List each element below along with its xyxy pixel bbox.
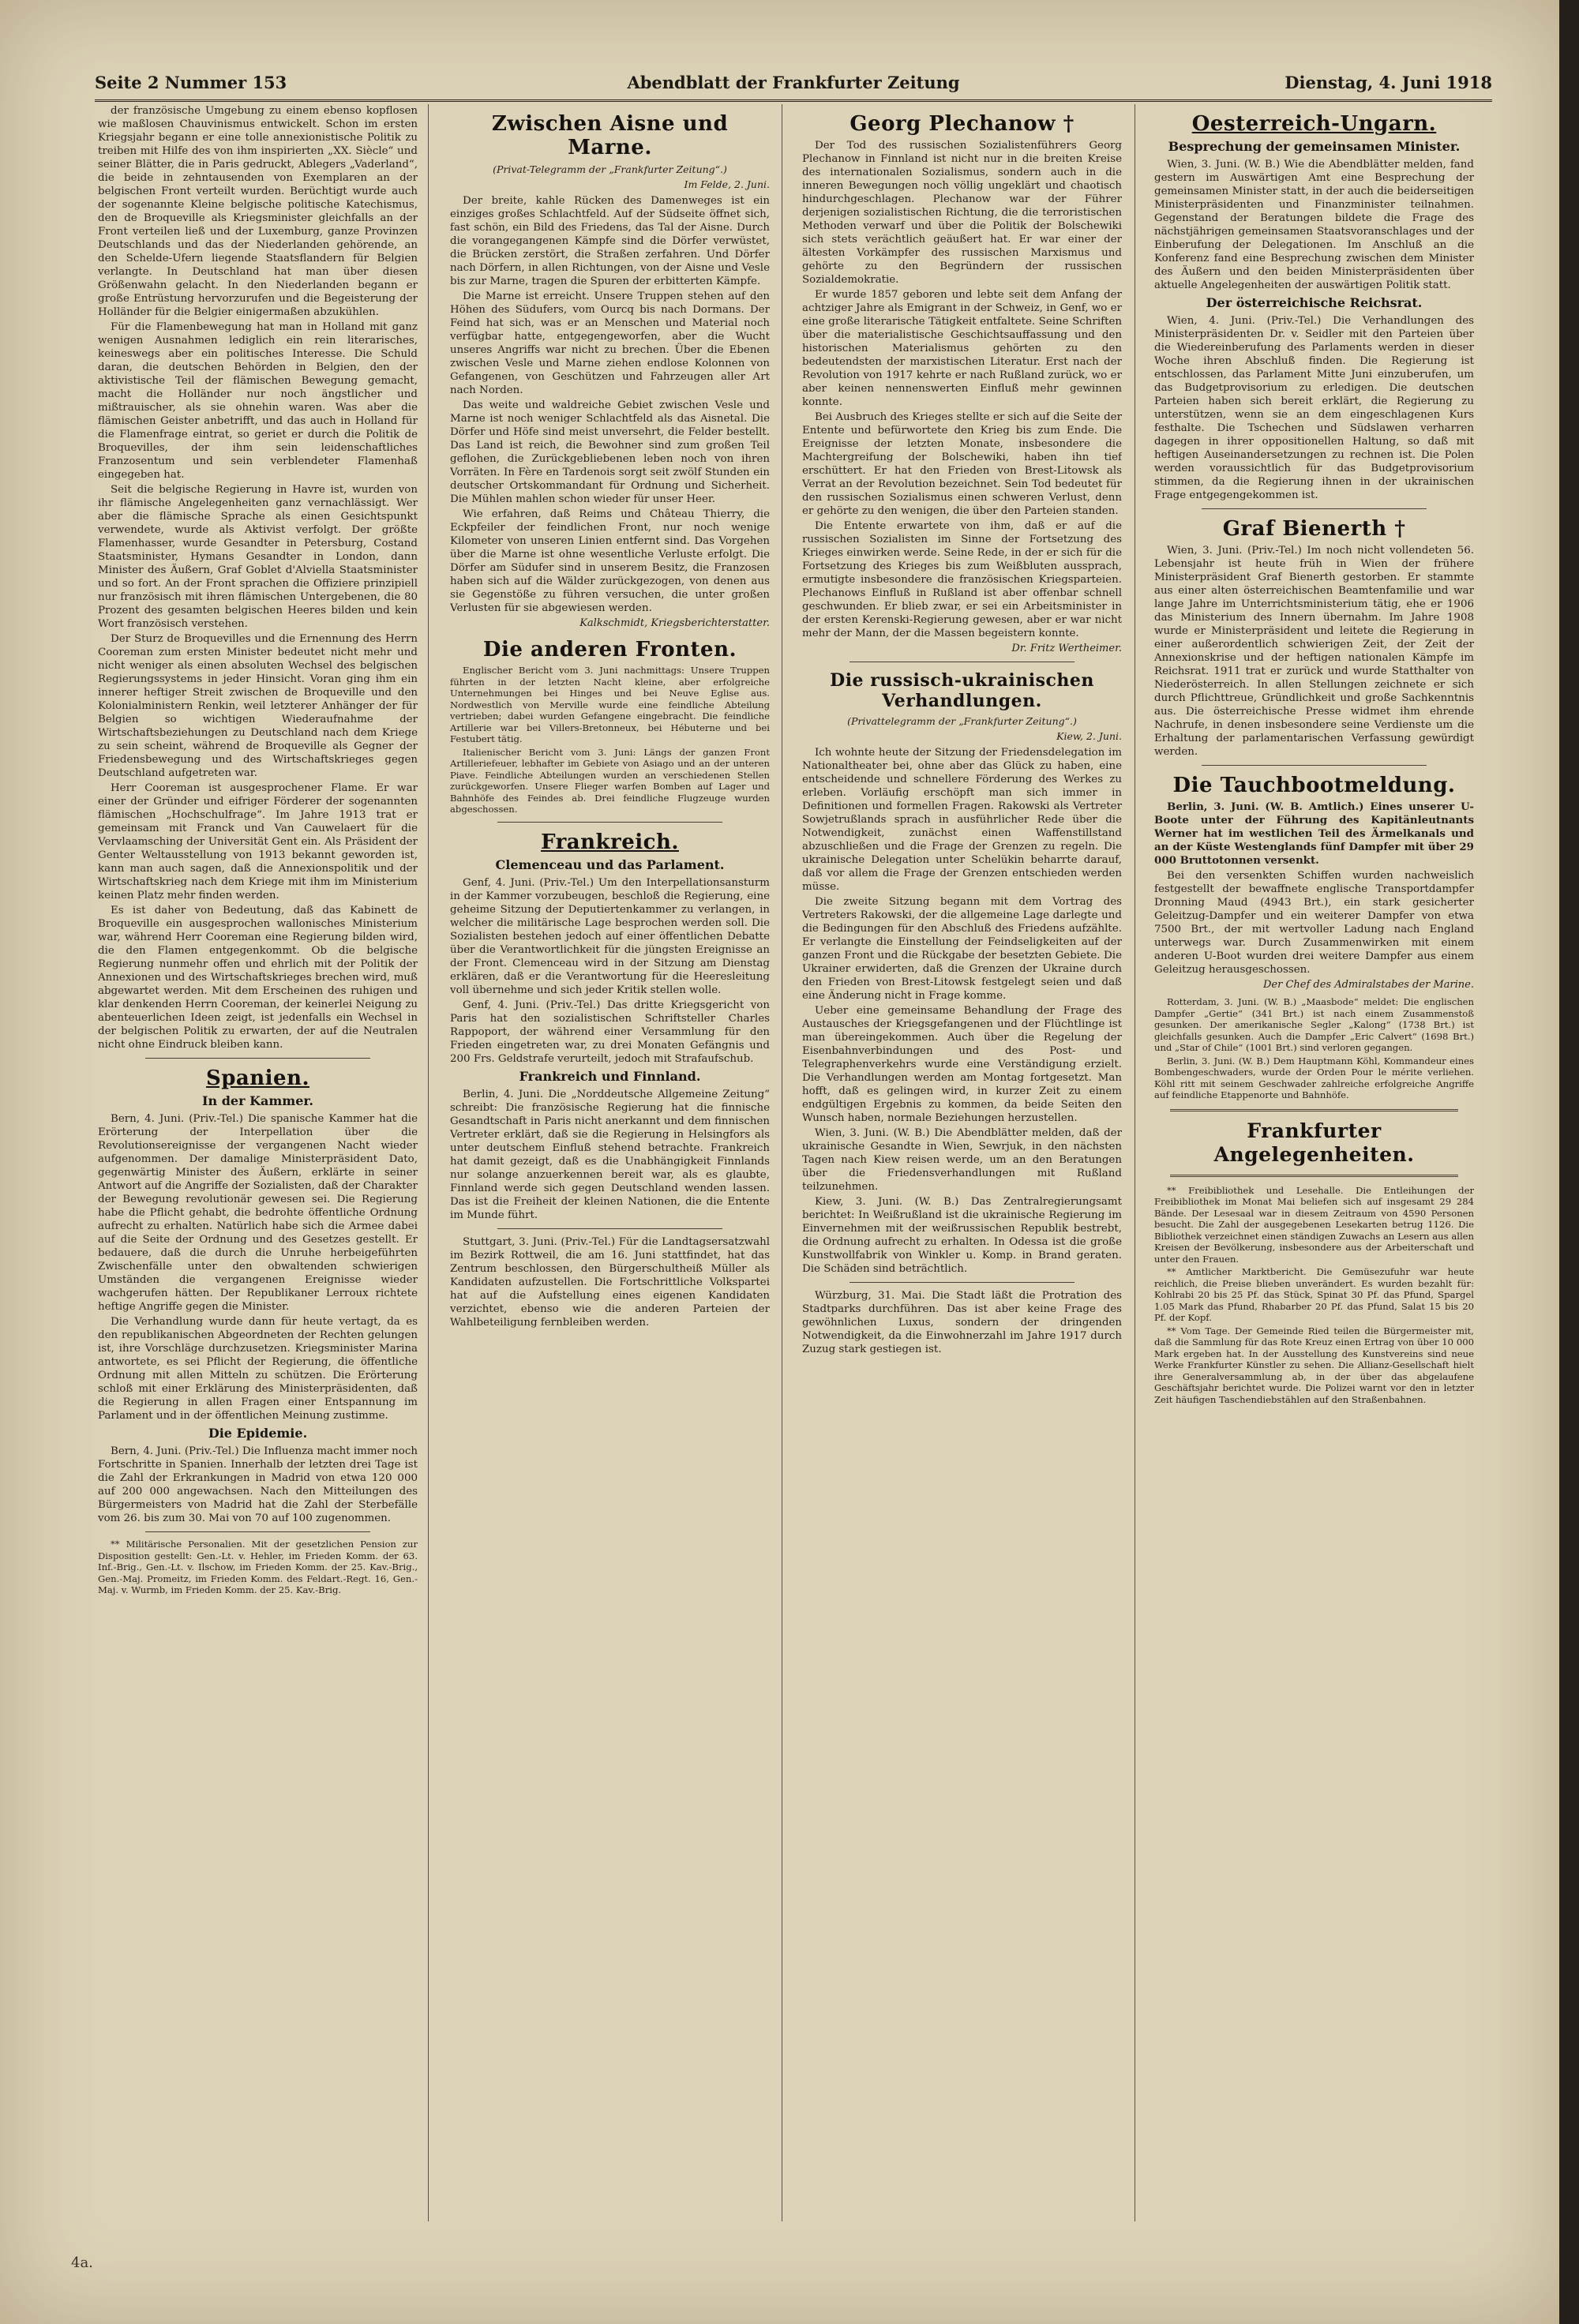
article-text: ** Militärische Personalien. Mit der gesetzlichen Pension zur Disposition gestellt: Gen.-Lt. v. Hehler, im Frieden Komm. der 63. Inf.-Brig., Gen.-Lt. v. Ilschow, im Frieden Komm. der 25. Kav.-Brig., Gen.-Maj. Promeitz, im Frieden Komm. des Feldart.-Regt. 16, Gen.-Maj. v. Wurmb, im Frieden Komm. der 25. Kav.-Brig.	[98, 1539, 418, 1595]
article-text: Berlin, 4. Juni. Die „Norddeutsche Allgemeine Zeitung“ schreibt: Die französische Regierung hat die finnische Gesandtschaft in Paris nicht anerkannt und dem finnischen Vertreter erklärt, daß sie die Regierung in Helsingfors als unter deutschem Einfluß stehend betrachte. Frankreich hat damit gezeigt, daß es die Unabhängigkeit Finnlands nur solange anzuerkennen bereit war, als es glaubte, Finnland werde sich gegen Deutschland wenden lassen. Das ist die Freiheit der kleinen Nationen, die die Entente im Munde führt.	[450, 1088, 770, 1221]
column-2	[450, 104, 770, 2229]
scan-edge	[1559, 0, 1579, 2324]
article-text: Würzburg, 31. Mai. Die Stadt läßt die Protration des Stadtparks durchführen. Das ist aber keine Frage des gewöhnlichen Luxus, sondern der dringenden Notwendigkeit, da die Einwohnerzahl im Jahre 1917 durch Zuzug stark gestiegen ist.	[802, 1290, 1122, 1355]
article-text: Genf, 4. Juni. (Priv.-Tel.) Um den Interpellationsansturm in der Kammer vorzubeugen, beschloß die Regierung, eine geheime Sitzung der Deputiertenkammer zu verlangen, in welcher die militärische Lage besprochen werden soll. Die Sozialisten bestehen jedoch auf einer öffentlichen Debatte über die Verantwortlichkeit für die jüngsten Ereignisse an der Front. Clemenceau wird in der Sitzung am Dienstag erklären, daß er die Verantwortung für die Heeresleitung voll übernehme und sich jeder Kritik stellen wolle.	[450, 876, 770, 996]
article-text: Berlin, 3. Juni. (W. B. Amtlich.) Eines unserer U-Boote unter der Führung des Kapitänleutnants Werner hat im westlichen Teil des Ärmelkanals und an der Küste Westenglands fünf Dampfer mit über 29 000 Bruttotonnen versenkt.	[1154, 800, 1474, 867]
author-signature: Dr. Fritz Wertheimer.	[1011, 643, 1122, 654]
article-divider	[1202, 765, 1427, 766]
article-text: ** Freibibliothek und Lesehalle. Die Entleihungen der Freibibliothek im Monat Mai beliefen sich auf insgesamt 29 284 Bände. Der Lesesaal war in diesem Zeitraum von 4590 Personen besucht. Die Zahl der ausgegebenen Lesekarten betrug 1126. Die Bibliothek verzeichnet einen ständigen Zuwachs an Lesern aus allen Kreisen der Bevölkerung, insbesondere aus der Arbeiterschaft und unter den Frauen.	[1154, 1184, 1474, 1265]
headline-frankfurter-angelegenheiten: Frankfurter Angelegenheiten.	[1213, 1119, 1415, 1166]
article-text: Die Verhandlung wurde dann für heute vertagt, da es den republikanischen Abgeordneten der Rechten gelungen ist, ihre Vorschläge durchzusetzen. Kriegsminister Marina antwortete, es sei Pflicht der Regierung, die öffentliche Ordnung mit allen Mitteln zu schützen. Die Erörterung schloß mit einer Erklärung des Ministerpräsidenten, daß die Regierung in allen Fragen einer Entspannung im Parlament und in der öffentlichen Meinung zustimme.	[98, 1316, 418, 1422]
headline-fronten: Die anderen Fronten.	[482, 638, 737, 662]
newspaper-title: Abendblatt der Frankfurter Zeitung	[627, 73, 960, 92]
article-text: Der Tod des russischen Sozialistenführers Georg Plechanow in Finnland ist nicht nur in die breiten Kreise des internationalen Sozialismus, sondern auch in die inneren Bewegungen noch völlig ungeklärt und chaotisch hindurchgeschlagen. Plechanow war der Führer derjenigen sozialistischen Richtung, die die terroristischen Methoden verwarf und über die Politik der Bolschewiki sich stets verächtlich geäußert hat. Er war einer der ältesten Vorkämpfer des russischen Marxismus und gehörte zu den Begründern der russischen Sozialdemokratie.	[802, 140, 1122, 286]
article-text: Bern, 4. Juni. (Priv.-Tel.) Die spanische Kammer hat die Erörterung der Interpellation über die Revolutionsereignisse der vergangenen Nacht wieder aufgenommen. Der damalige Ministerpräsident Dato, gegenwärtig Minister des Äußern, erklärte in seiner Antwort auf die Angriffe der Sozialisten, daß der Charakter der Bewegung revolutionär gewesen sei. Die Regierung habe die Pflicht gehabt, die bedrohte öffentliche Ordnung aufrecht zu erhalten. Natürlich habe sich die Armee dabei auf die Seite der Ordnung und des Gesetzes gestellt. Er bedauere, daß die durch die Unruhe herbeigeführten Zwischenfälle unter den obwaltenden schwierigen Umständen die vergangenen Ereignisse wieder wachgerufen hätten. Der Republikaner Lerroux richtete heftige Angriffe gegen die Minister.	[98, 1113, 418, 1313]
article-divider	[850, 1282, 1075, 1283]
article-text: Das weite und waldreiche Gebiet zwischen Vesle und Marne ist noch weniger Schlachtfeld als das Aisnetal. Die Dörfer und Höfe sind meist unversehrt, die Felder bestellt. Das Land ist reich, die Bewohner sind zum großen Teil geflohen, die Zurückgebliebenen leben noch von ihren Vorräten. In Fère en Tardenois sorgt seit zwölf Stunden ein deutscher Ortskommandant für Ordnung und Sicherheit. Die Mühlen mahlen schon wieder für unser Heer.	[450, 399, 770, 505]
article-text: Der Sturz de Broquevilles und die Ernennung des Herrn Cooreman zum ersten Minister bedeutet nicht mehr und nicht weniger als einen absoluten Wechsel des belgischen Regierungssystems in jeder Hinsicht. Voran ging ihm ein innerer heftiger Streit zwischen de Broqueville und den Kolonialministern Renkin, weil letzterer Anhänger der für Belgien so wichtigen Wiederaufnahme der Wirtschaftsbeziehungen zu Deutschland nach dem Kriege zu sein scheint, während de Broqueville als Gegner der Friedensbewegung und des Wirtschaftskrieges gegen Deutschland aufgetreten war.	[98, 633, 418, 779]
headline-bienerth: Graf Bienerth †	[1222, 517, 1406, 541]
article-text: Herr Cooreman ist ausgesprochener Flame. Er war einer der Gründer und eifriger Förderer der sogenannten flämischen „Hochschulfrage“. Im Jahre 1913 trat er gemeinsam mit Franck und Van Cauwelaert für die Vervlaamsching der Universität Gent ein. Als Präsident der Genter Weltausstellung von 1913 bekannt geworden ist, kann man auch sagen, daß die Annexionspolitik und der Wirtschaftskrieg nach dem Kriege mit ihm im Ministerium keinen Platz mehr finden werden.	[98, 782, 418, 901]
section-divider	[1170, 1175, 1458, 1177]
article-text: der französische Umgebung zu einem ebenso kopflosen wie maßlosen Chauvinismus entwickelt. Schon im ersten Kriegsjahr begann er eine tolle annexionistische Politik zu treiben mit Hilfe des von ihm inspirierten „XX. Siècle“ und seiner Blätter, die in Paris gedruckt, Ablegers „Vaderland“, die beide in zehntausenden von Exemplaren an der belgischen Front verteilt wurden. Berüchtigt wurde auch der sogenannte Kleine belgische politische Katechismus, den de Broqueville als Kriegsminister gleichfalls an der Front verteilen ließ und der Luxemburg, ganze Provinzen Deutschlands und das der Niederlanden gehörende, an den Schelde-Ufern liegende Staatsflandern für Belgien verlangte. In Deutschland hat man über diesen Größenwahn gelacht. In den Niederlanden begann er große Entrüstung hervorzurufen und die Begeisterung der Holländer für die Belgier einigermaßen abzukühlen.	[98, 105, 418, 318]
byline: (Privat-Telegramm der „Frankfurter Zeitung“.)	[493, 163, 727, 175]
headline-plechanow: Georg Plechanow †	[850, 112, 1075, 136]
subheading: Frankreich und Finnland.	[519, 1068, 701, 1084]
column-3	[802, 104, 1122, 2229]
dateline: Kiew, 2. Juni.	[1056, 730, 1122, 742]
article-text: Berlin, 3. Juni. (W. B.) Dem Hauptmann Köhl, Kommandeur eines Bombengeschwaders, wurde der Orden Pour le mérite verliehen. Köhl ritt mit seinem Geschwader zahlreiche erfolgreiche Angriffe auf feindliche Etappenorte und Bahnhöfe.	[1154, 1055, 1474, 1100]
article-text: Rotterdam, 3. Juni. (W. B.) „Maasbode“ meldet: Die englischen Dampfer „Gertie“ (341 Brt.) ist nach einem Zusammenstoß gesunken. Der amerikanische Segler „Kalong“ (1738 Brt.) ist gleichfalls gesunken. Auch die Dampfer „Eric Calvert“ (1698 Brt.) und „Star of Chile“ (1001 Brt.) sind verloren gegangen.	[1154, 996, 1474, 1053]
article-text: Bern, 4. Juni. (Priv.-Tel.) Die Influenza macht immer noch Fortschritte in Spanien. Innerhalb der letzten drei Tage ist die Zahl der Erkrankungen in Madrid von etwa 120 000 auf 200 000 angewachsen. Nach den Mitteilungen des Bürgermeisters von Madrid hat die Zahl der Sterbefälle vom 26. bis zum 30. Mai von 70 auf 100 zugenommen.	[98, 1445, 418, 1524]
article-text: Stuttgart, 3. Juni. (Priv.-Tel.) Für die Landtagsersatzwahl im Bezirk Rottweil, die am 16. Juni stattfindet, hat das Zentrum beschlossen, den Bürgerschultheiß Müller als Kandidaten aufzustellen. Die Fortschrittliche Volkspartei hat auf die Aufstellung eines eigenen Kandidaten verzichtet, ebenso wie die anderen Parteien der Wahlbeteiligung fernbleiben werden.	[450, 1235, 770, 1329]
article-divider	[1202, 508, 1427, 509]
author-signature: Der Chef des Admiralstabes der Marine.	[1262, 979, 1474, 991]
article-text: Genf, 4. Juni. (Priv.-Tel.) Das dritte Kriegsgericht von Paris hat den sozialistischen Schriftsteller Charles Rappoport, der während einer Versammlung für den Frieden eingetreten war, zu drei Monaten Gefängnis und 200 Frs. Geldstrafe verurteilt, jedoch mit Strafaufschub.	[450, 999, 770, 1065]
article-text: Kiew, 3. Juni. (W. B.) Das Zentralregierungsamt berichtet: In Weißrußland ist die ukrainische Regierung im Einvernehmen mit der weißrussischen Republik bestrebt, die Ordnung aufrecht zu erhalten. In Odessa ist die große Kunstwollfabrik von Winkler u. Komp. in Brand geraten. Die Schäden sind beträchtlich.	[802, 1196, 1122, 1275]
subheading: In der Kammer.	[202, 1093, 313, 1108]
article-text: Wien, 3. Juni. (W. B.) Die Abendblätter melden, daß der ukrainische Gesandte in Wien, Sewrjuk, in den nächsten Tagen nach Kiew reisen werde, um an den Beratungen über die Friedensverhandlungen mit Rußland teilzunehmen.	[802, 1127, 1122, 1193]
subheading: Die Epidemie.	[208, 1426, 308, 1441]
headline-ukraine: Die russisch-ukrainischen Verhandlungen.	[830, 670, 1094, 711]
section-divider	[1170, 1109, 1458, 1111]
article-text: Wien, 4. Juni. (Priv.-Tel.) Die Verhandlungen des Ministerpräsidenten Dr. v. Seidler mit den Parteien über die Wiedereinberufung des Parlaments werden in dieser Woche ihren Abschluß finden. Die Regierung ist entschlossen, das Parlament Mitte Juni einzuberufen, um das Budgetprovisorium zu erledigen. Die deutschen Parteien haben sich bereit erklärt, die Regierung zu unterstützen, wenn sie an dem eingeschlagenen Kurs festhalte. Die Tschechen und Südslawen verharren dagegen in ihrer oppositionellen Haltung, so daß mit heftigen Auseinandersetzungen zu rechnen ist. Die Polen werden voraussichtlich für das Budgetprovisorium stimmen, da die Regierung ihnen in der ukrainischen Frage entgegengekommen ist.	[1154, 315, 1474, 501]
column-1	[98, 104, 418, 2229]
byline: (Privattelegramm der „Frankfurter Zeitung“.)	[847, 715, 1077, 727]
article-text: ** Vom Tage. Der Gemeinde Ried teilen die Bürgermeister mit, daß die Sammlung für das Rote Kreuz einen Ertrag von über 10 000 Mark ergeben hat. In der Ausstellung des Kunstvereins sind neue Werke Frankfurter Künstler zu sehen. Die Allianz-Gesellschaft hielt ihre Generalversammlung ab, in der über das abgelaufene Geschäftsjahr berichtet wurde. Die Polizei warnt vor den in letzter Zeit häufigen Taschendiebstählen auf den Straßenbahnen.	[1154, 1325, 1474, 1405]
headline-frankreich: Frankreich.	[541, 830, 679, 854]
headline-oesterreich: Oesterreich-Ungarn.	[1191, 112, 1437, 136]
article-divider	[145, 1058, 370, 1059]
column-rule	[428, 104, 429, 2221]
headline-tauchboot: Die Tauchbootmeldung.	[1172, 774, 1456, 797]
article-text: Die Marne ist erreicht. Unsere Truppen stehen auf den Höhen des Südufers, vom Ourcq bis nach Dormans. Der Feind hat sich, was er an Menschen und Material noch verfügbar hatte, entgegengeworfen, aber die Wucht unseres Angriffs war nicht zu brechen. Über die Ebenen zwischen Vesle und Marne ziehen endlose Kolonnen von Gefangenen, von Geschützen und Fahrzeugen aller Art nach Norden.	[450, 290, 770, 396]
article-text: Die Entente erwartete von ihm, daß er auf die russischen Sozialisten im Sinne der Fortsetzung des Krieges einwirken werde. Seine Rede, in der er sich für die Fortsetzung des Krieges bis zum Weißbluten aussprach, ermutigte insbesondere die französischen Kriegsparteien. Plechanows Einfluß in Rußland ist aber offenbar schnell geschwunden. Er blieb zwar, er sei ein Arbeitsminister in der ersten Kerenski-Regierung gewesen, aber er war nicht mehr der Mann, der die Massen begeistern konnte.	[802, 520, 1122, 639]
article-divider	[497, 1228, 722, 1229]
headline-spanien: Spanien.	[205, 1066, 310, 1090]
subheading: Besprechung der gemeinsamen Minister.	[1168, 139, 1461, 154]
article-text: Wien, 3. Juni. (Priv.-Tel.) Im noch nicht vollendeten 56. Lebensjahr ist heute früh in Wien der frühere Ministerpräsident Graf Bienerth gestorben. Er stammte aus einer alten österreichischen Beamtenfamilie und war lange Jahre im Unterrichtsministerium tätig, ehe er 1906 das Ministerium des Innern übernahm. Im Jahre 1908 wurde er Ministerpräsident und leitete die Regierung in einer außerordentlich schwierigen Zeit, der Zeit der Annexionskrise und der heftigen nationalen Kämpfe im Reichsrat. 1911 trat er zurück und wurde Statthalter von Niederösterreich. In allen Stellungen zeichnete er sich durch Pflichttreue, Gründlichkeit und große Sachkenntnis aus. Die österreichische Presse widmet ihm ehrende Nachrufe, in denen insbesondere seine Verdienste um die Erhaltung der parlamentarischen Verfassung gewürdigt werden.	[1154, 545, 1474, 758]
article-text: Der breite, kahle Rücken des Damenweges ist ein einziges großes Schlachtfeld. Auf der Südseite öffnet sich, fast schön, ein Bild des Friedens, das Tal der Aisne. Durch die vorangegangenen Kämpfe sind die Dörfer verwüstet, die Brücken zerstört, die Straßen zerfahren. Und Dörfer nach Dörfern, in allen Richtungen, von der Aisne und Vesle bis zur Marne, tragen die Spuren der erbitterten Kämpfe.	[450, 195, 770, 287]
subheading: Clemenceau und das Parlament.	[495, 857, 725, 872]
article-text: Die zweite Sitzung begann mit dem Vortrag des Vertreters Rakowski, der die allgemeine Lage darlegte und die Bedingungen für den Abschluß des Friedens aufzählte. Er verlangte die Einstellung der Feindseligkeiten auf der ganzen Front und die Rückgabe der besetzten Gebiete. Die Ukrainer erwiderten, daß die Grenzen der Ukraine durch den Frieden von Brest-Litowsk festgelegt seien und daß eine Änderung nicht in Frage komme.	[802, 896, 1122, 1002]
article-text: Für die Flamenbewegung hat man in Holland mit ganz wenigen Ausnahmen lediglich ein rein literarisches, keineswegs aber ein politisches Interesse. Die Schuld daran, die deutschen Behörden in Belgien, den der aktivistische Teil der flämischen Bewegung gemacht, macht die Holländer nur noch ängstlicher und mißtrauischer, als sie ohnehin waren. Was aber die flämischen Geister anbetrifft, und das auch in Holland für die Flamenfrage eintrat, so geriet er durch die Politik de Broquevilles, der ihm sein leidenschaftliches Franzosentum und sein verblendeter Flamenhaß eingegeben hat.	[98, 321, 418, 481]
article-text: Italienischer Bericht vom 3. Juni: Längs der ganzen Front Artilleriefeuer, lebhafter im Gebiete von Asiago und an der unteren Piave. Feindliche Abteilungen wurden an verschiedenen Stellen zurückgeworfen. Unsere Flieger warfen Bomben auf Lager und Bahnhöfe des Feindes ab. Drei feindliche Flugzeuge wurden abgeschossen.	[450, 746, 770, 815]
article-text: Englischer Bericht vom 3. Juni nachmittags: Unsere Truppen führten in der letzten Nacht kleine, aber erfolgreiche Unternehmungen bei Hinges und bei Neuve Eglise aus. Nordwestlich von Merville wurde eine feindliche Abteilung vertrieben; dabei wurden Gefangene eingebracht. Die feindliche Artillerie war bei Villers-Bretonneux, bei Hébuterne und bei Festubert tätig.	[450, 665, 770, 744]
column-4	[1154, 104, 1474, 2229]
author-signature: Kalkschmidt, Kriegsberichterstatter.	[579, 617, 770, 629]
article-text: Ich wohnte heute der Sitzung der Friedensdelegation im Nationaltheater bei, ohne aber das Glück zu haben, eine entscheidende und schnellere Förderung des Werkes zu erleben. Vorläufig erschöpft man sich immer in Definitionen und formellen Fragen. Rakowski als Vertreter Sowjetrußlands sprach in ausführlicher Rede über die Notwendigkeit, zunächst einen Waffenstillstand abzuschließen und die Frage der Grenzen zu regeln. Die ukrainische Delegation unter Schelükin beharrte darauf, daß vor allem die Frage der Grenzen entschieden werden müsse.	[802, 747, 1122, 893]
article-text: Bei Ausbruch des Krieges stellte er sich auf die Seite der Entente und befürwortete den Krieg bis zum Ende. Die Ereignisse der letzten Monate, insbesondere die Machtergreifung der Bolschewiki, haben ihn tief erschüttert. Er hat den Frieden von Brest-Litowsk als Verrat an der Revolution bezeichnet. Sein Tod bedeutet für den russischen Sozialismus einen schweren Verlust, denn er gehörte zu den wenigen, die über den Parteien standen.	[802, 411, 1122, 517]
dateline: Im Felde, 2. Juni.	[684, 178, 770, 190]
issue-date: Dienstag, 4. Juni 1918	[1285, 73, 1492, 92]
page-header	[95, 73, 1492, 102]
page-number: Seite 2 Nummer 153	[95, 73, 287, 92]
article-text: Ueber eine gemeinsame Behandlung der Frage des Austausches der Kriegsgefangenen und der Flüchtlinge ist man übereingekommen. Auch über die Regelung der Eisenbahnverbindungen und des Post- und Telegraphenverkehrs wurde eine Verständigung erzielt. Die Verhandlungen werden am Montag fortgesetzt. Man hofft, daß es gelingen wird, in kurzer Zeit zu einem endgültigen Ergebnis zu kommen, da beide Seiten den Wunsch haben, normale Beziehungen herzustellen.	[802, 1005, 1122, 1124]
article-text: Es ist daher von Bedeutung, daß das Kabinett de Broqueville ein ausgesprochen wallonisches Ministerium war, während Herr Cooreman eine Regierung bilden wird, die den Flamen entgegenkommt. Ob die belgische Regierung nunmehr offen und ehrlich mit der Politik der Annexionen und des Wirtschaftskrieges brechen wird, muß abgewartet werden. Mit dem Erscheinen des ruhigen und klar denkenden Herrn Cooreman, der keinerlei Neigung zu abenteuerlichen Ideen zeigt, ist jedenfalls ein Wechsel in der belgischen Politik zu erwarten, der auf die Neutralen nicht ohne Eindruck bleiben kann.	[98, 905, 418, 1051]
article-text: Bei den versenkten Schiffen wurden nachweislich festgestellt der bewaffnete englische Transportdampfer Dronning Maud (4943 Brt.), ein stark gesicherter Geleitzug-Dampfer und ein weiterer Dampfer von etwa 7500 Brt., der mit wertvoller Ladung nach England unterwegs war. Durch Zusammenwirken mit einem anderen U-Boot wurden drei weitere Dampfer aus einem Geleitzug herausgeschossen.	[1154, 870, 1474, 976]
article-text: Er wurde 1857 geboren und lebte seit dem Anfang der achtziger Jahre als Emigrant in der Schweiz, in Genf, wo er eine große literarische Tätigkeit entfaltete. Seine Schriften über die materialistische Geschichtsauffassung und den historischen Materialismus gehörten zu den bedeutendsten der marxistischen Literatur. Erst nach der Revolution von 1917 kehrte er nach Rußland zurück, wo er aber keinen nennenswerten Einfluß mehr gewinnen konnte.	[802, 289, 1122, 408]
page-mark: 4a.	[71, 2255, 93, 2271]
article-text: ** Amtlicher Marktbericht. Die Gemüsezufuhr war heute reichlich, die Preise blieben unverändert. Es wurden bezahlt für: Kohlrabi 20 bis 25 Pf. das Stück, Spinat 30 Pf. das Pfund, Spargel 1.05 Mark das Pfund, Rhabarber 20 Pf. das Pfund, Salat 15 bis 20 Pf. der Kopf.	[1154, 1266, 1474, 1323]
article-text: Seit die belgische Regierung in Havre ist, wurden von ihr flämische Angelegenheiten ganz vernachlässigt. Wer aber die flämische Sprache als einen Gesichtspunkt verwendete, wurde als Aktivist verfolgt. Der größte Flamenhasser, wurde Gesandter in Petersburg, Costand Staatsminister, Hymans Gesandter in London, dann Minister des Äußern, Graf Goblet d'Alviella Staatsminister und so fort. An der Front sprachen die Offiziere prinzipiell nur französisch mit ihren flämischen Untergebenen, die 80 Prozent des gesamten belgischen Heeres bilden und kein Wort französisch verstehen.	[98, 484, 418, 630]
article-divider	[145, 1531, 370, 1532]
article-text: Wie erfahren, daß Reims und Château Thierry, die Eckpfeiler der feindlichen Front, nur noch wenige Kilometer von unseren Linien entfernt sind. Das Vorgehen über die Marne ist ohne wesentliche Verluste erfolgt. Die Dörfer am Südufer sind in unserem Besitz, die Franzosen haben sich auf die Wälder zurückgezogen, von denen aus sie Gegenstöße zu führen versuchen, die unter großen Verlusten für sie abgewiesen werden.	[450, 508, 770, 614]
article-text: Wien, 3. Juni. (W. B.) Wie die Abendblätter melden, fand gestern im Auswärtigen Amt eine Besprechung der gemeinsamen Minister statt, in der auch die beiderseitigen Ministerpräsidenten und Finanzminister teilnahmen. Gegenstand der Beratungen bildete die Frage des nächstjährigen gemeinsamen Staatsvoranschlages und der Einberufung der Delegationen. Im Anschluß an die Konferenz fand eine Besprechung zwischen dem Minister des Äußern und den beiden Ministerpräsidenten über aktuelle Angelegenheiten der auswärtigen Politik statt.	[1154, 159, 1474, 291]
subheading: Der österreichische Reichsrat.	[1206, 295, 1423, 310]
article-divider	[497, 822, 722, 823]
headline-aisne-marne: Zwischen Aisne und Marne.	[491, 112, 729, 159]
